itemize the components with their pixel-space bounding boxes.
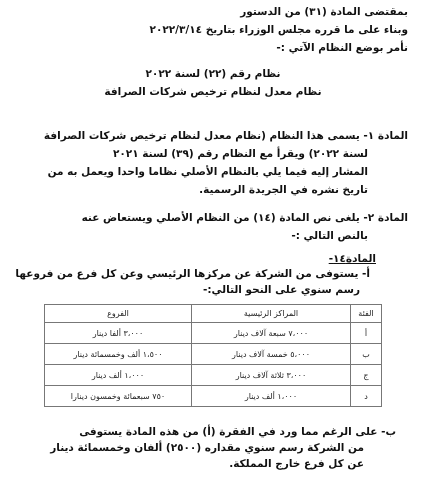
header-category: الفئة	[351, 305, 382, 323]
cell-branch-fee: ١،٠٠٠ ألف دينار	[45, 365, 192, 386]
cell-branch-fee: ٣،٠٠٠ ألفا دينار	[45, 323, 192, 344]
preamble-cabinet-line: وبناء على ما قرره مجلس الوزراء بتاريخ ٢٠٢٢/٣/١٤	[149, 24, 408, 36]
cell-head-office-fee: ٧،٠٠٠ سبعة آلاف دينار	[192, 323, 351, 344]
table-row	[45, 365, 382, 386]
article14-para-b-line3: عن كل فرع خارج المملكة.	[229, 458, 364, 470]
table-row	[45, 323, 382, 344]
preamble-constitution-line: بمقتضى المادة (٣١) من الدستور	[240, 6, 408, 18]
article1-line2: لسنة ٢٠٢٢) ويقرأ مع النظام رقم (٣٩) لسنة ٢٠٢١	[112, 148, 368, 160]
cell-head-office-fee: ١،٠٠٠ ألف دينار	[192, 386, 351, 407]
cell-category: ج	[351, 365, 382, 386]
header-branches: الفروع	[45, 305, 192, 323]
article1-line4: تاريخ نشره في الجريدة الرسمية.	[199, 184, 368, 196]
regulation-name-title: نظام معدل لنظام ترخيص شركات الصرافة	[104, 86, 322, 98]
article2-line1: المادة ٢- يلغى نص المادة (١٤) من النظام الأصلي ويستعاض عنه	[81, 212, 408, 224]
preamble-order-line: نأمر بوضع النظام الآتي :-	[276, 42, 408, 54]
article1-line1: المادة ١- يسمى هذا النظام (نظام معدل لنظام ترخيص شركات الصرافة	[43, 130, 408, 142]
cell-head-office-fee: ٣،٠٠٠ ثلاثة آلاف دينار	[192, 365, 351, 386]
article14-heading: المادة١٤-	[328, 253, 376, 265]
article1-line3: المشار إليه فيما يلي بالنظام الأصلي نظاما واحدا ويعمل به من	[47, 166, 368, 178]
article2-line2: بالنص التالي :-	[291, 230, 368, 242]
fees-table	[44, 304, 382, 407]
cell-category: ب	[351, 344, 382, 365]
cell-category: د	[351, 386, 382, 407]
regulation-number-title: نظام رقم (٢٢) لسنة ٢٠٢٢	[145, 68, 281, 80]
cell-head-office-fee: ٥،٠٠٠ خمسة آلاف دينار	[192, 344, 351, 365]
table-row	[45, 344, 382, 365]
table-row	[45, 386, 382, 407]
article14-para-b-line1: ب- على الرغم مما ورد في الفقرة (أ) من هذه المادة يستوفى	[79, 426, 396, 438]
cell-branch-fee: ٧٥٠ سبعمائة وخمسون دينارا	[45, 386, 192, 407]
article14-para-b-line2: من الشركة رسم سنوي مقداره (٢٥٠٠) ألفان وخمسمائة دينار	[50, 442, 364, 454]
header-head-office: المراكز الرئيسية	[192, 305, 351, 323]
cell-category: أ	[351, 323, 382, 344]
cell-branch-fee: ١،٥٠٠ ألف وخمسمائة دينار	[45, 344, 192, 365]
fees-table-header-row	[45, 305, 382, 323]
article14-para-a-line2: رسم سنوي على النحو التالي:-	[203, 284, 360, 296]
article14-para-a-line1: أ- يستوفى من الشركة عن مركزها الرئيسي وعن كل فرع من فروعها	[15, 268, 370, 280]
